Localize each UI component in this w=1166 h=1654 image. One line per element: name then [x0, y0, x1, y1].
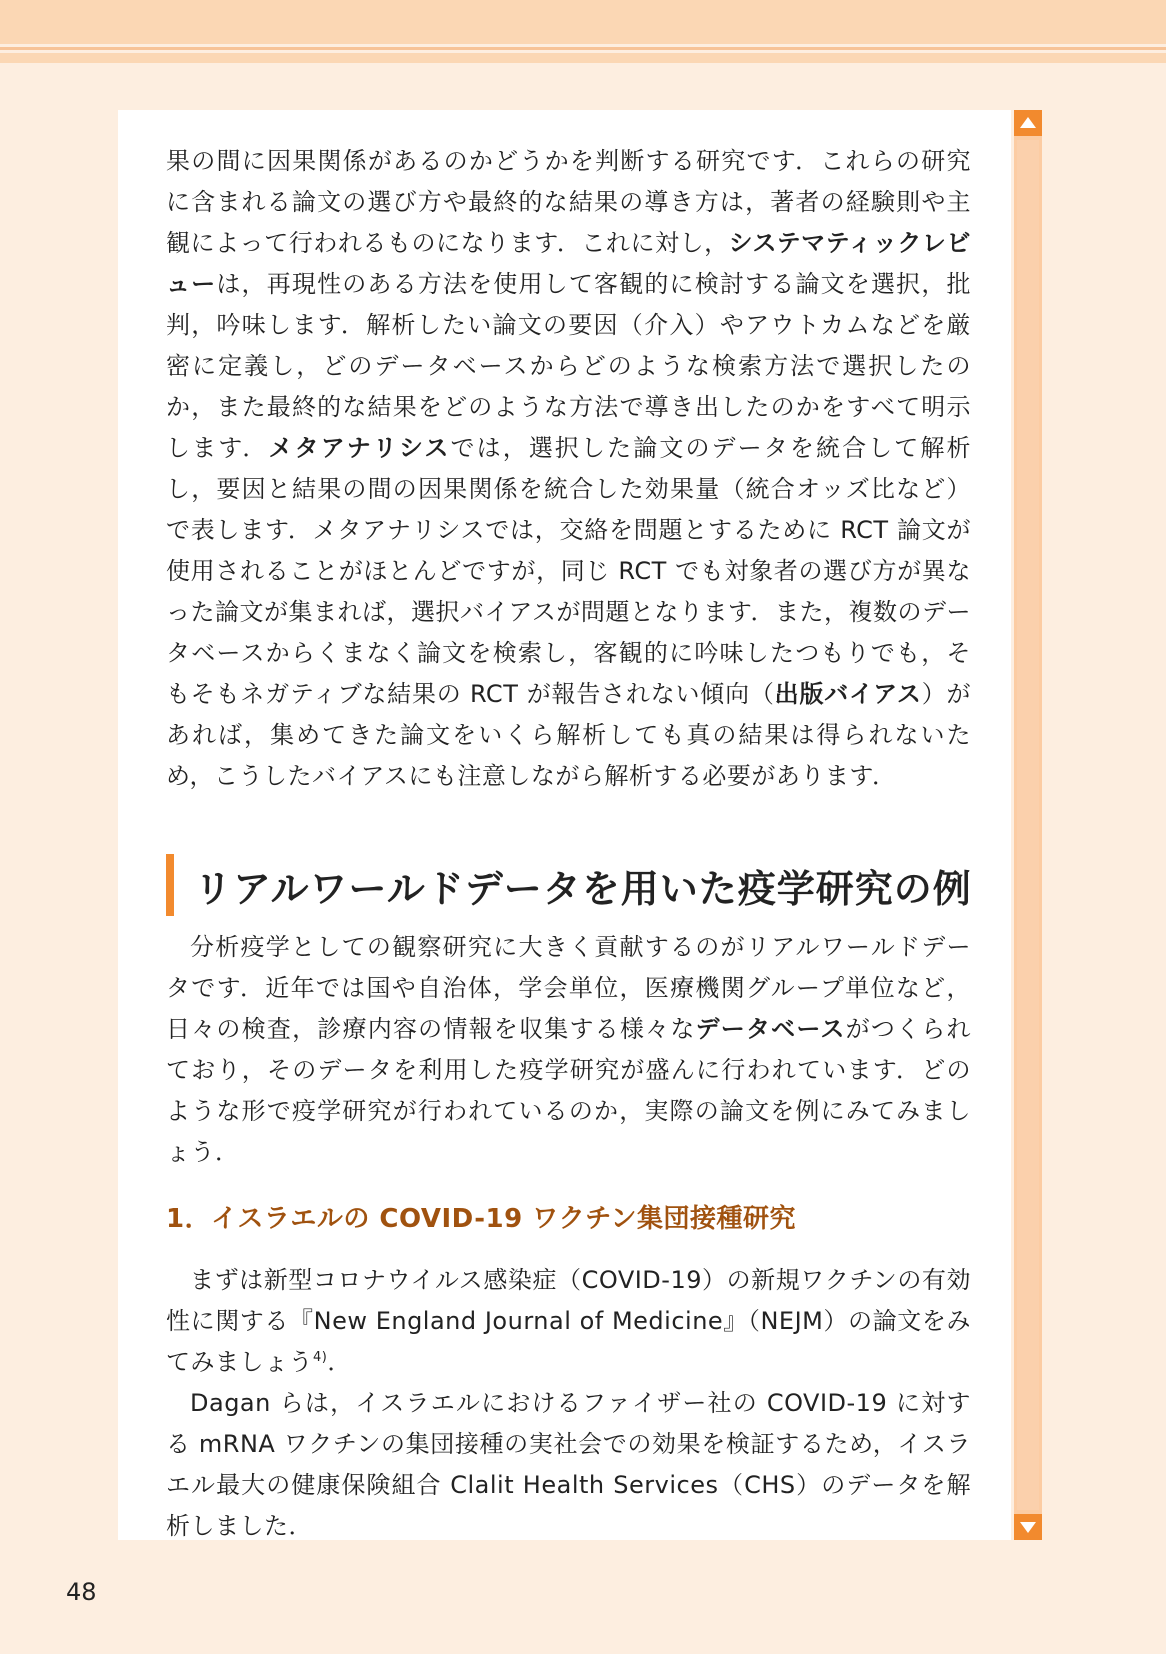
- subsection-paragraph-block: [166, 1260, 971, 1547]
- term-database: データベース: [695, 1015, 846, 1043]
- subsection-title: 1．イスラエルの COVID-19 ワクチン集団接種研究: [166, 1204, 796, 1234]
- section-text-2: がつくられており，そのデータを利用した疫学研究が盛んに行われています．どのような形で疫学研究が行われているのか，実際の論文を例にみてみましょう．: [166, 1015, 972, 1166]
- intro-text-2: は，再現性のある方法を使用して客観的に検討する論文を選択，批判，吟味します．解析したい論文の要因（介入）やアウトカムなどを厳密に定義し，どのデータベースからどのような検索方法で選択したのか，また最終的な結果をどのような方法で導き出したのかをすべて明示します．: [166, 270, 972, 462]
- header-band: [0, 0, 1166, 44]
- scroll-up-button[interactable]: [1014, 110, 1042, 136]
- triangle-down-icon: [1020, 1522, 1036, 1533]
- term-systematic-review: システマティックレビュー: [166, 229, 971, 298]
- header-band-lower: [0, 53, 1166, 63]
- section-title: リアルワールドデータを用いた疫学研究の例: [194, 867, 972, 911]
- reference-superscript[interactable]: 4): [313, 1350, 328, 1365]
- subsection-text-1: まずは新型コロナウイルス感染症（COVID-19）の新規ワクチンの有効性に関する『New England Journal of Medicine』（NEJM）の論文をみてみましょう: [166, 1266, 971, 1376]
- intro-text-1: 果の間に因果関係があるのかどうかを判断する研究です．これらの研究に含まれる論文の選び方や最終的な結果の導き方は，著者の経験則や主観によって行われるものになります．これに対し，: [166, 147, 971, 257]
- triangle-up-icon: [1020, 117, 1036, 128]
- scroll-down-button[interactable]: [1014, 1514, 1042, 1540]
- section-accent-bar: [166, 854, 174, 916]
- subsection-text-1-end: ．: [327, 1348, 352, 1376]
- subsection-paragraph-1: [166, 1260, 971, 1383]
- scrollbar-thumb[interactable]: [1017, 140, 1039, 1510]
- subsection-paragraph-2: Dagan らは，イスラエルにおけるファイザー社の COVID-19 に対する mRNA ワクチンの集団接種の実社会での効果を検証するため，イスラエル最大の健康保険組合 Clalit Health Services（CHS）のデータを解析しました．: [166, 1389, 971, 1540]
- intro-text-3: では，選択した論文のデータを統合して解析し，要因と結果の間の因果関係を統合した効果量（統合オッズ比など）で表します．メタアナリシスでは，交絡を問題とするために RCT 論文が使用されることがほとんどですが，同じ RCT でも対象者の選び方が異なった論文が集まれば，選択バイアスが問題となります．また，複数のデータベースからくまなく論文を検索し，客観的に吟味したつもりでも，そもそもネガティブな結果の RCT が報告されない傾向（: [166, 434, 971, 708]
- section-paragraph-block: [166, 927, 971, 1173]
- intro-paragraph-block: [166, 141, 971, 797]
- intro-paragraph: [166, 141, 971, 797]
- term-meta-analysis: メタアナリシス: [268, 434, 451, 462]
- intro-text-4: ）があれば，集めてきた論文をいくら解析しても真の結果は得られないため，こうしたバイアスにも注意しながら解析する必要があります．: [166, 680, 971, 790]
- page-number: 48: [66, 1578, 97, 1606]
- section-text-1: 分析疫学としての観察研究に大きく貢献するのがリアルワールドデータです．近年では国や自治体，学会単位，医療機関グループ単位など，日々の検査，診療内容の情報を収集する様々な: [166, 933, 971, 1043]
- term-publication-bias: 出版バイアス: [774, 680, 922, 708]
- section-paragraph: [166, 927, 971, 1173]
- header-rule: [0, 47, 1166, 50]
- section-heading: [166, 852, 986, 918]
